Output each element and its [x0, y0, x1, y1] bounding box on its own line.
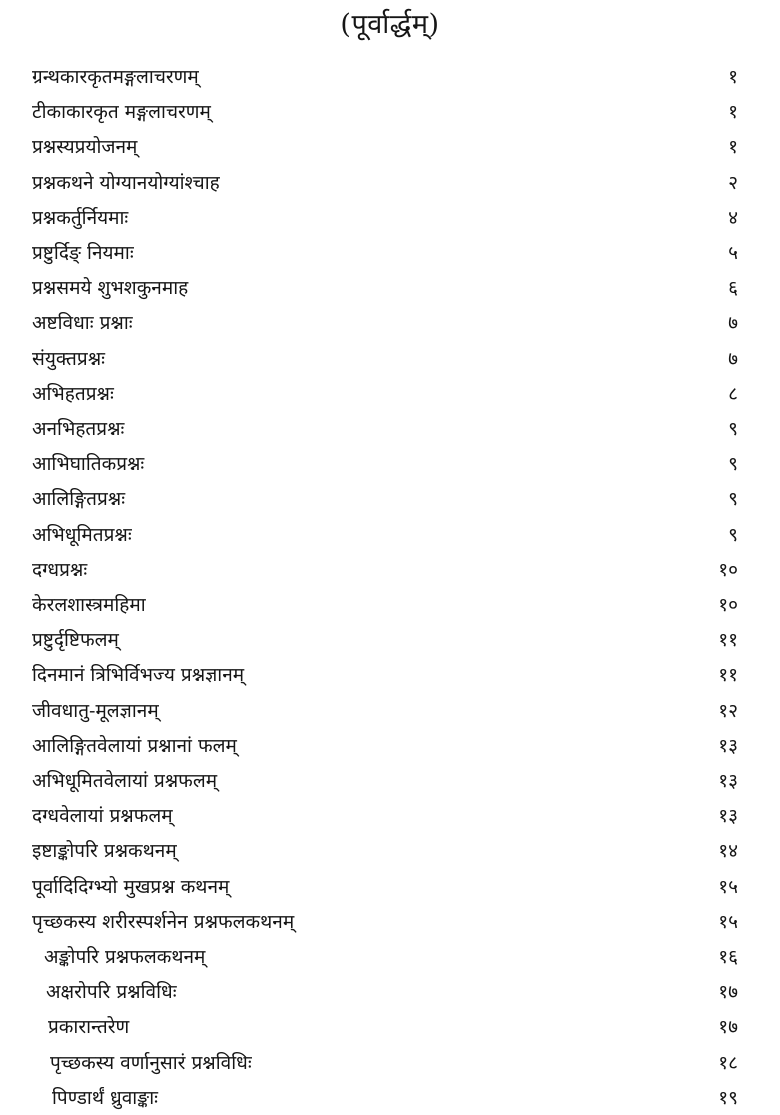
toc-entry-page-number: १९	[718, 1086, 738, 1109]
toc-entry-page-number: १७	[718, 981, 738, 1004]
toc-entry-page-number: १०	[718, 594, 738, 616]
toc-entry-page-number: ४	[728, 206, 738, 229]
toc-entry-title: संयुक्तप्रश्नः	[32, 347, 105, 370]
toc-entry	[0, 95, 780, 129]
toc-entry	[0, 553, 780, 587]
toc-entry-title: आलिङ्गितवेलायां प्रश्नानां फलम्	[32, 734, 237, 757]
toc-entry-page-number: ९	[728, 418, 738, 440]
toc-entry-page-number: १	[728, 101, 738, 124]
toc-entry	[0, 834, 780, 868]
toc-entry-title: इष्टाङ्कोपरि प्रश्नकथनम्	[32, 840, 177, 863]
toc-entry-title: प्रश्नस्यप्रयोजनम्	[32, 136, 138, 159]
toc-entry-page-number: १०	[718, 558, 738, 581]
toc-entry	[0, 482, 780, 516]
toc-entry-page-number: १	[728, 136, 738, 159]
toc-entry	[0, 694, 780, 728]
toc-entry-page-number: ९	[728, 488, 738, 511]
toc-entry-title: दग्धवेलायां प्रश्नफलम्	[32, 805, 173, 828]
toc-entry-page-number: ९	[728, 453, 738, 476]
toc-entry	[0, 975, 780, 1009]
toc-entry-title: अष्टविधाः प्रश्नाः	[32, 312, 133, 335]
toc-entry-page-number: ५	[728, 242, 738, 264]
toc-entry	[0, 60, 780, 94]
toc-entry-page-number: १३	[718, 805, 738, 828]
toc-entry-page-number: ९	[728, 523, 738, 546]
toc-entry-title: अनभिहतप्रश्नः	[32, 418, 125, 440]
toc-entry	[0, 518, 780, 552]
toc-entry	[0, 905, 780, 939]
toc-entry	[0, 588, 780, 622]
toc-entry	[0, 377, 780, 411]
toc-entry	[0, 764, 780, 798]
section-heading: (पूर्वार्द्धम्)	[340, 9, 440, 40]
toc-entry-title: अभिहतप्रश्नः	[32, 382, 114, 405]
toc-entry-title: आभिघातिकप्रश्नः	[32, 453, 145, 476]
toc-entry-page-number: १६	[718, 946, 738, 968]
toc-entry-title: ग्रन्थकारकृतमङ्गलाचरणम्	[32, 66, 199, 88]
toc-entry	[0, 447, 780, 481]
toc-entry-title: प्रश्नसमये शुभशकुनमाह	[32, 277, 189, 300]
toc-entry-title: पृच्छकस्य शरीरस्पर्शनेन प्रश्नफलकथनम्	[32, 910, 295, 933]
toc-entry-page-number: १५	[718, 910, 738, 933]
toc-entry-title: केरलशास्त्रमहिमा	[32, 594, 146, 616]
toc-entry	[0, 658, 780, 692]
toc-entry-title: प्रश्नकर्तुर्नियमाः	[32, 206, 129, 229]
toc-entry	[0, 940, 780, 974]
toc-entry-page-number: ११	[718, 629, 738, 652]
toc-entry-title: अक्षरोपरि प्रश्नविधिः	[46, 981, 177, 1004]
toc-entry-title: पिण्डार्थं ध्रुवाङ्काः	[52, 1086, 158, 1109]
toc-entry-page-number: १३	[718, 734, 738, 757]
toc-entry-title: अभिधूमितप्रश्नः	[32, 523, 132, 546]
toc-entry-title: पृच्छकस्य वर्णानुसारं प्रश्नविधिः	[50, 1051, 252, 1074]
toc-entry	[0, 236, 780, 270]
toc-entry-title: अङ्कोपरि प्रश्नफलकथनम्	[44, 946, 206, 968]
toc-entry-page-number: १५	[718, 875, 738, 898]
toc-entry	[0, 306, 780, 340]
toc-entry	[0, 271, 780, 305]
toc-entry	[0, 130, 780, 164]
toc-entry-title: पूर्वादिदिग्भ्यो मुखप्रश्न कथनम्	[32, 875, 230, 898]
toc-entry-title: अभिधूमितवेलायां प्रश्नफलम्	[32, 770, 218, 792]
toc-entry-page-number: ७	[728, 312, 738, 335]
toc-entry-title: जीवधातु-मूलज्ञानम्	[32, 699, 159, 722]
toc-entry-page-number: १८	[718, 1051, 738, 1074]
toc-entry-page-number: १४	[718, 840, 738, 863]
toc-entry	[0, 342, 780, 376]
toc-entry	[0, 1081, 780, 1115]
toc-entry-title: दग्धप्रश्नः	[32, 558, 88, 581]
toc-entry-page-number: १२	[718, 699, 738, 722]
toc-entry-title: प्रष्टुर्दिङ् नियमाः	[32, 242, 134, 264]
toc-entry-page-number: ८	[728, 382, 738, 405]
toc-entry	[0, 623, 780, 657]
toc-entry	[0, 1010, 780, 1044]
toc-entry	[0, 870, 780, 904]
toc-entry-page-number: ६	[728, 277, 738, 300]
toc-entry	[0, 412, 780, 446]
toc-entry-title: प्रश्नकथने योग्यानयोग्यांश्चाह	[32, 171, 220, 194]
toc-entry	[0, 201, 780, 235]
toc-entry-page-number: १	[728, 66, 738, 88]
toc-entry	[0, 799, 780, 833]
toc-entry-page-number: ११	[718, 664, 738, 687]
toc-entry-title: प्रष्टुर्दृष्टिफलम्	[32, 629, 119, 652]
toc-entry-page-number: १७	[718, 1016, 738, 1039]
toc-entry-title: टीकाकारकृत मङ्गलाचरणम्	[32, 101, 211, 124]
toc-entry	[0, 166, 780, 200]
toc-entry-page-number: २	[728, 171, 738, 194]
toc-entry	[0, 1046, 780, 1080]
toc-entry-page-number: ७	[728, 347, 738, 370]
toc-entry-title: आलिङ्गितप्रश्नः	[32, 488, 126, 511]
toc-entry-page-number: १३	[718, 770, 738, 792]
toc-entry-title: दिनमानं त्रिभिर्विभज्य प्रश्नज्ञानम्	[32, 664, 245, 687]
toc-entry	[0, 729, 780, 763]
toc-entry-title: प्रकारान्तरेण	[48, 1016, 130, 1039]
